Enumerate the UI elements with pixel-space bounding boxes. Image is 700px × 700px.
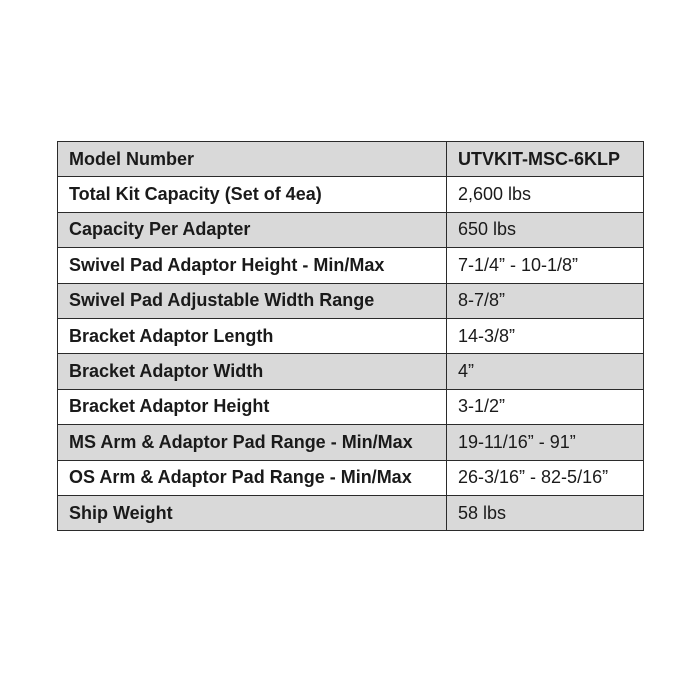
table-row-bracket-height: [58, 389, 644, 424]
table-row-bracket-length: [58, 318, 644, 353]
spec-value: 2,600 lbs: [447, 177, 644, 212]
spec-value: 3-1/2”: [447, 389, 644, 424]
table-row-os-arm-range: [58, 460, 644, 495]
spec-value: 58 lbs: [447, 495, 644, 530]
spec-label: Ship Weight: [58, 495, 447, 530]
spec-value: 14-3/8”: [447, 318, 644, 353]
spec-value: 650 lbs: [447, 212, 644, 247]
table-row-bracket-width: [58, 354, 644, 389]
table-row-capacity-per-adapter: [58, 212, 644, 247]
spec-value: 4”: [447, 354, 644, 389]
spec-label: Swivel Pad Adjustable Width Range: [58, 283, 447, 318]
table-row-total-kit-capacity: [58, 177, 644, 212]
spec-label: Swivel Pad Adaptor Height - Min/Max: [58, 248, 447, 283]
spec-value: 26-3/16” - 82-5/16”: [447, 460, 644, 495]
table-row-model-number: [58, 142, 644, 177]
table-row-ship-weight: [58, 495, 644, 530]
table-row-swivel-pad-height: [58, 248, 644, 283]
spec-label: MS Arm & Adaptor Pad Range - Min/Max: [58, 425, 447, 460]
spec-value: 8-7/8”: [447, 283, 644, 318]
spec-label: OS Arm & Adaptor Pad Range - Min/Max: [58, 460, 447, 495]
spec-label: Total Kit Capacity (Set of 4ea): [58, 177, 447, 212]
spec-label: Bracket Adaptor Length: [58, 318, 447, 353]
spec-table: [57, 141, 644, 531]
spec-value: 19-11/16” - 91”: [447, 425, 644, 460]
spec-label: Bracket Adaptor Width: [58, 354, 447, 389]
table-row-swivel-pad-width: [58, 283, 644, 318]
spec-table-body: [58, 142, 644, 531]
spec-label: Model Number: [58, 142, 447, 177]
spec-value: UTVKIT-MSC-6KLP: [447, 142, 644, 177]
spec-label: Bracket Adaptor Height: [58, 389, 447, 424]
spec-value: 7-1/4” - 10-1/8”: [447, 248, 644, 283]
table-row-ms-arm-range: [58, 425, 644, 460]
spec-label: Capacity Per Adapter: [58, 212, 447, 247]
